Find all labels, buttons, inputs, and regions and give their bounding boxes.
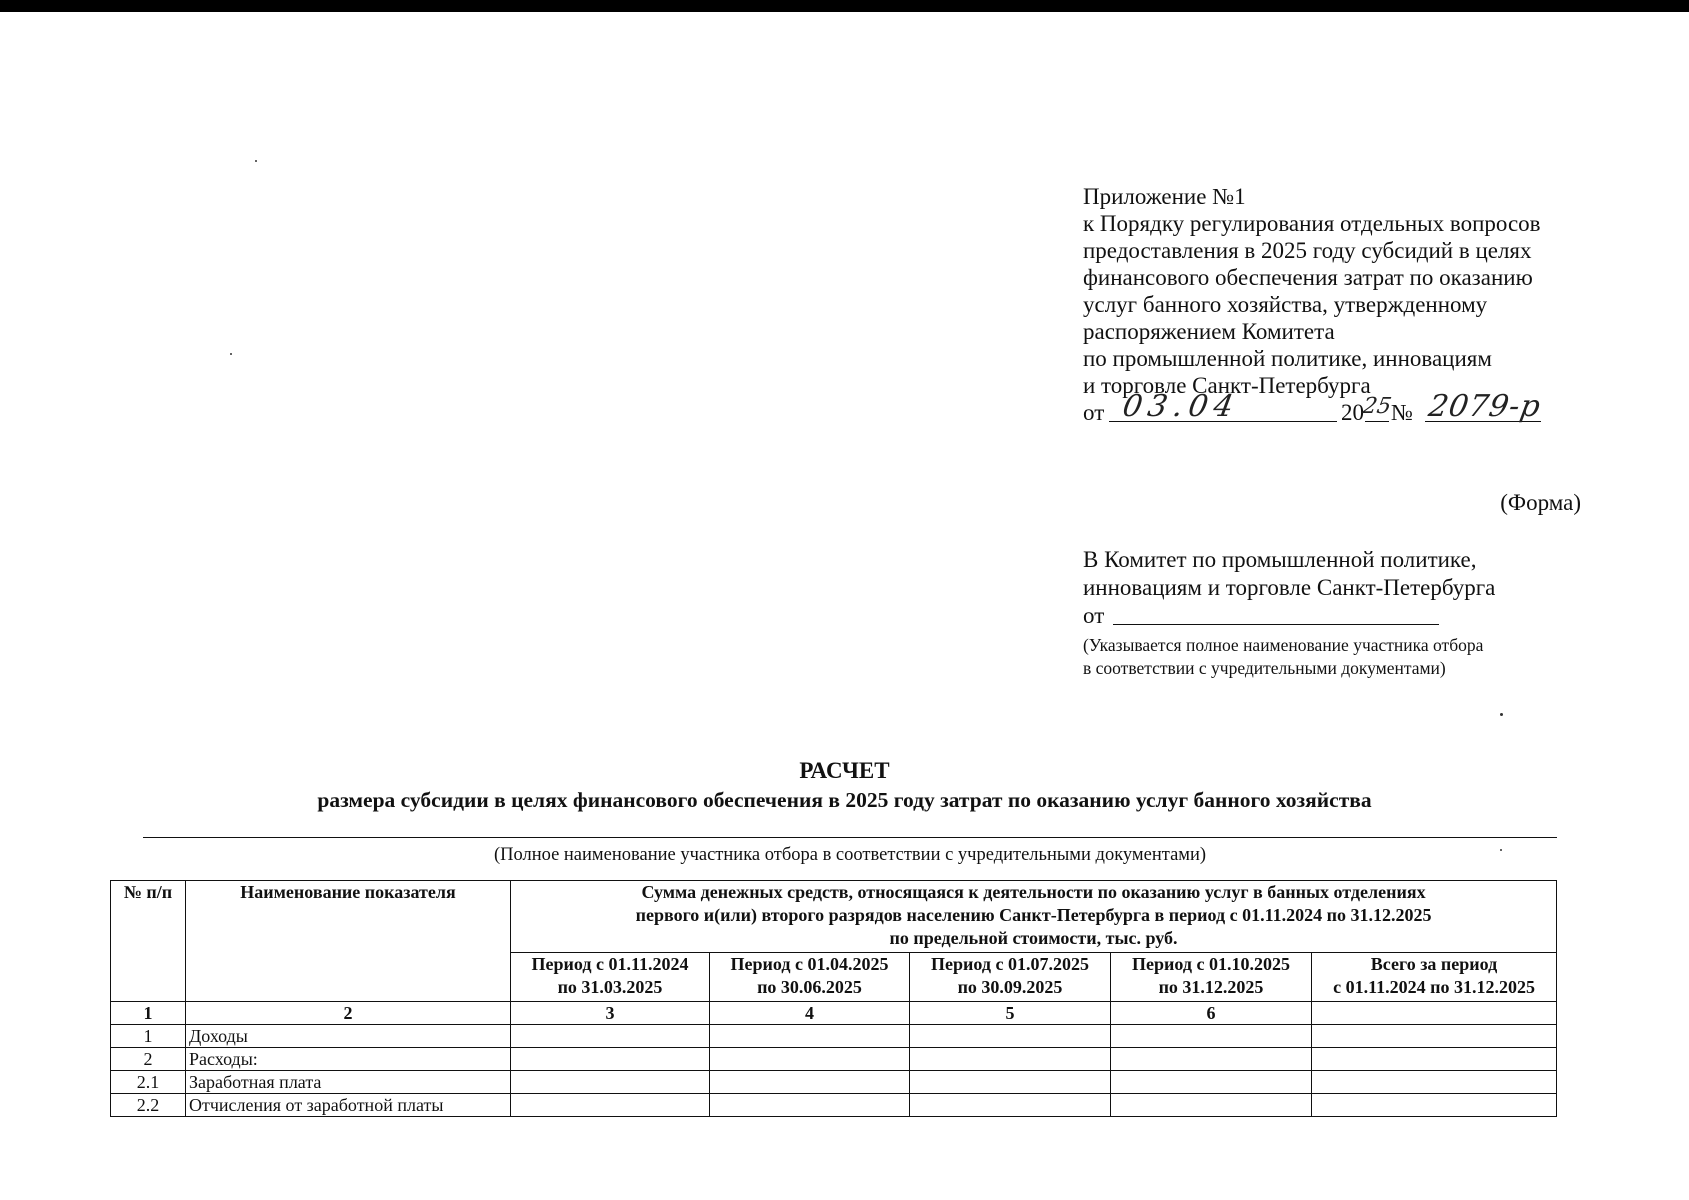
value-cell (1312, 1094, 1557, 1117)
note-line: (Указывается полное наименование участника отбора (1083, 635, 1484, 655)
year-blank (1365, 421, 1389, 422)
value-cell (710, 1048, 910, 1071)
group-header-line: по предельной стоимости, тыс. руб. (889, 928, 1178, 948)
value-cell (1111, 1025, 1312, 1048)
column-number: 5 (910, 1002, 1111, 1025)
scan-speck (255, 160, 257, 162)
value-cell (511, 1094, 710, 1117)
column-number: 3 (511, 1002, 710, 1025)
document-subtitle: размера субсидии в целях финансового обеспечения в 2025 году затрат по оказанию услуг банного хозяйства (317, 788, 1372, 812)
column-number: 2 (186, 1002, 511, 1025)
header-num: № п/п (111, 881, 186, 1002)
appendix-line: по промышленной политике, инновациям (1083, 346, 1492, 371)
table-row (111, 1025, 1557, 1048)
handwritten-number: 2079-р (1425, 389, 1544, 424)
participant-name-line (143, 837, 1557, 838)
column-number-row (111, 1002, 1557, 1025)
value-cell (511, 1025, 710, 1048)
appendix-line: и торговле Санкт-Петербурга (1083, 373, 1371, 398)
row-num: 2.1 (111, 1071, 186, 1094)
row-name: Отчисления от заработной платы (186, 1094, 511, 1117)
group-header-line: Сумма денежных средств, относящаяся к деятельности по оказанию услуг в банных отделениях (641, 882, 1426, 902)
appendix-line: Приложение №1 (1083, 184, 1246, 209)
scan-speck (230, 353, 232, 355)
form-label: (Форма) (1500, 490, 1581, 515)
appendix-line: финансового обеспечения затрат по оказанию (1083, 265, 1533, 290)
value-cell (1312, 1048, 1557, 1071)
value-cell (910, 1071, 1111, 1094)
period-header (910, 953, 1111, 1002)
value-cell (910, 1094, 1111, 1117)
period-line: Всего за период (1370, 954, 1498, 974)
period-header-total (1312, 953, 1557, 1002)
value-cell (1111, 1094, 1312, 1117)
date-prefix: от (1083, 400, 1105, 425)
value-cell (511, 1071, 710, 1094)
period-line: по 30.09.2025 (957, 977, 1063, 997)
addressee-block (1083, 546, 1603, 680)
table-header-row (111, 881, 1557, 953)
scan-top-border (0, 0, 1689, 12)
period-line: по 31.03.2025 (557, 977, 663, 997)
table-row (111, 1048, 1557, 1071)
period-line: Период с 01.10.2025 (1132, 954, 1290, 974)
value-cell (1312, 1071, 1557, 1094)
row-num: 1 (111, 1025, 186, 1048)
column-number: 1 (111, 1002, 186, 1025)
appendix-line: услуг банного хозяйства, утвержденному (1083, 292, 1488, 317)
column-number: 6 (1111, 1002, 1312, 1025)
table-row (111, 1071, 1557, 1094)
addressee-line: инновациям и торговле Санкт-Петербурга (1083, 575, 1496, 600)
participant-name-note: (Полное наименование участника отбора в соответствии с учредительными документами) (493, 845, 1207, 865)
appendix-line: распоряжением Комитета (1083, 319, 1335, 344)
appendix-date-line (1083, 389, 1603, 431)
addressee-note (1083, 634, 1603, 680)
column-number: 4 (710, 1002, 910, 1025)
row-name: Расходы: (186, 1048, 511, 1071)
scan-speck (1500, 849, 1502, 851)
appendix-line: к Порядку регулирования отдельных вопросов (1083, 211, 1541, 236)
table-row (111, 1094, 1557, 1117)
column-number-blank (1312, 1002, 1557, 1025)
period-line: Период с 01.07.2025 (931, 954, 1089, 974)
from-line (1083, 602, 1603, 630)
value-cell (1111, 1071, 1312, 1094)
number-sign: № (1391, 400, 1413, 425)
row-name: Заработная плата (186, 1071, 511, 1094)
value-cell (910, 1048, 1111, 1071)
document-title: РАСЧЕТ (799, 758, 890, 783)
appendix-block (1083, 183, 1603, 431)
row-name: Доходы (186, 1025, 511, 1048)
value-cell (710, 1094, 910, 1117)
value-cell (910, 1025, 1111, 1048)
header-name: Наименование показателя (186, 881, 511, 1002)
value-cell (710, 1025, 910, 1048)
period-line: Период с 01.04.2025 (730, 954, 889, 974)
period-line: с 01.11.2024 по 31.12.2025 (1333, 977, 1535, 997)
value-cell (1111, 1048, 1312, 1071)
handwritten-date: 03.04 (1119, 389, 1242, 424)
appendix-line: предоставления в 2025 году субсидий в целях (1083, 238, 1532, 263)
row-num: 2.2 (111, 1094, 186, 1117)
scan-speck (1500, 713, 1503, 716)
value-cell (511, 1048, 710, 1071)
period-header (511, 953, 710, 1002)
note-line: в соответствии с учредительными документами) (1083, 658, 1446, 678)
row-num: 2 (111, 1048, 186, 1071)
period-line: Период с 01.11.2024 (531, 954, 689, 974)
header-group (511, 881, 1557, 953)
addressee-line: В Комитет по промышленной политике, (1083, 547, 1477, 572)
period-header (1111, 953, 1312, 1002)
period-line: по 30.06.2025 (757, 977, 862, 997)
value-cell (1312, 1025, 1557, 1048)
from-blank (1113, 624, 1439, 625)
group-header-line: первого и(или) второго разрядов населению Санкт-Петербурга в период с 01.11.2024 по 31.12.2025 (635, 905, 1432, 925)
period-header (710, 953, 910, 1002)
period-line: по 31.12.2025 (1158, 977, 1264, 997)
value-cell (710, 1071, 910, 1094)
handwritten-year: 25 (1360, 394, 1394, 419)
from-label: от (1083, 603, 1105, 628)
year-prefix: 20 (1341, 400, 1364, 425)
calculation-table (110, 880, 1557, 1117)
